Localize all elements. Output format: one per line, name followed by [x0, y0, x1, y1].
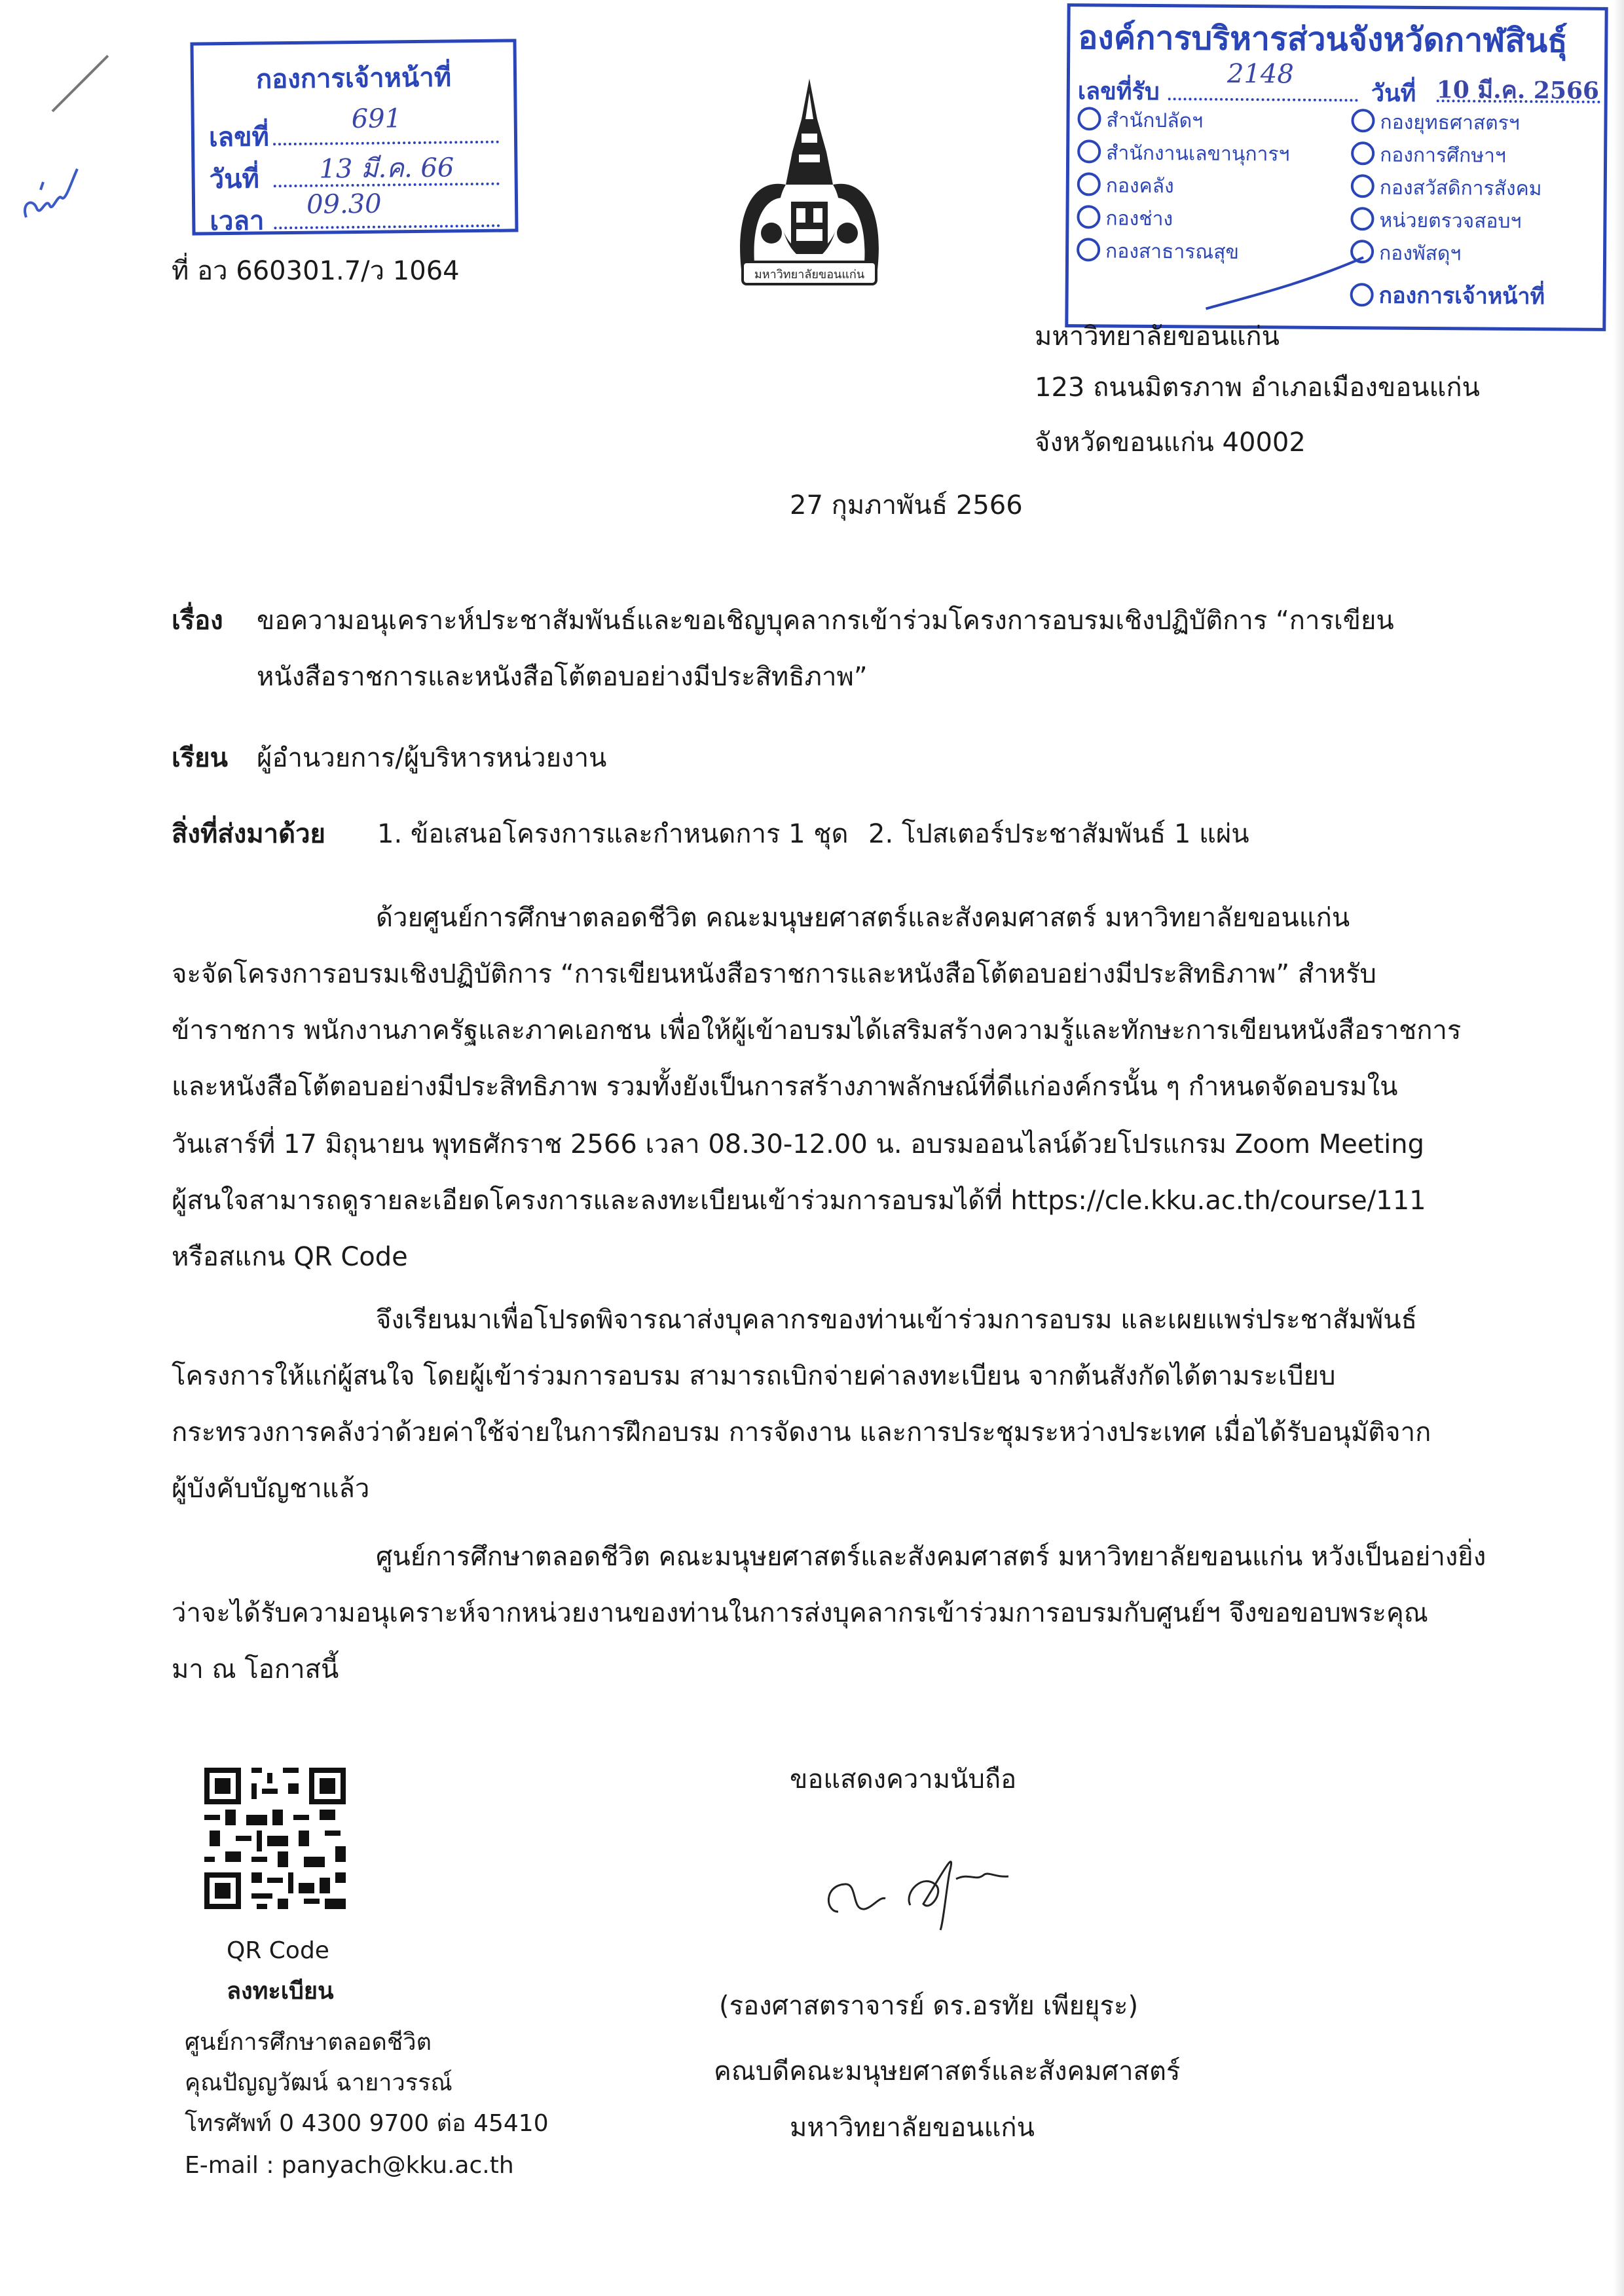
- sender-line-3: 123 ถนนมิตรภาพ อำเภอเมืองขอนแก่น: [1035, 373, 1480, 403]
- university-logo: [728, 73, 891, 296]
- stamp-right-date-label: วันที่: [1371, 80, 1416, 107]
- sender-line-1: คณะมนุษยศาสตร์และสังคมศาสตร์: [1035, 257, 1426, 287]
- stamp-left-date-label: วันที่: [209, 164, 260, 195]
- qr-code-icon: [204, 1768, 346, 1909]
- closing: ขอแสดงความนับถือ: [790, 1764, 1017, 1795]
- salutation-label: เรียน: [172, 743, 228, 773]
- stamp-left-title: กองการเจ้าหน้าที่: [255, 62, 452, 95]
- subject-line-2: หนังสือราชการและหนังสือโต้ตอบอย่างมีประสิทธิภาพ”: [257, 662, 868, 692]
- body-p1-line-2: จะจัดโครงการอบรมเชิงปฏิบัติการ “การเขียนหนังสือราชการและหนังสือโต้ตอบอย่างมีประสิทธิภาพ” สำหรับ: [172, 959, 1376, 989]
- margin-handwriting: [14, 157, 86, 229]
- body-p2-line-2: โครงการให้แก่ผู้สนใจ โดยผู้เข้าร่วมการอบรม สามารถเบิกจ่ายค่าลงทะเบียน จากต้นสังกัดได้ตามระเบียบ: [172, 1361, 1336, 1391]
- stamp-office-5: กองสวัสดิการสังคม: [1351, 172, 1542, 204]
- contact-email[interactable]: E-mail : panyach@kku.ac.th: [185, 2152, 514, 2179]
- receiving-stamp-hr: [190, 39, 518, 235]
- stamp-office-6: กองช่าง: [1077, 203, 1173, 234]
- body-p3-line-1: ศูนย์การศึกษาตลอดชีวิต คณะมนุษยศาสตร์และสังคมศาสตร์ มหาวิทยาลัยขอนแก่น หวังเป็นอย่างยิ่ง: [376, 1542, 1486, 1572]
- enclosure-item-2: 2. โปสเตอร์ประชาสัมพันธ์ 1 แผ่น: [868, 819, 1249, 849]
- contact-unit: ศูนย์การศึกษาตลอดชีวิต: [185, 2029, 432, 2056]
- contact-person: คุณปัญญวัฒน์ ฉายาวรรณ์: [185, 2069, 452, 2096]
- body-p2-line-4: ผู้บังคับบัญชาแล้ว: [172, 1474, 370, 1504]
- sender-line-2: มหาวิทยาลัยขอนแก่น: [1035, 321, 1280, 352]
- body-p2-line-1: จึงเรียนมาเพื่อโปรดพิจารณาส่งบุคลากรของท่านเข้าร่วมการอบรม และเผยแพร่ประชาสัมพันธ์: [376, 1305, 1418, 1335]
- stamp-left-time-label: เวลา: [210, 206, 265, 237]
- subject-line-1: ขอความอนุเคราะห์ประชาสัมพันธ์และขอเชิญบุคลากรเข้าร่วมโครงการอบรมเชิงปฏิบัติการ “การเขียน: [257, 606, 1394, 636]
- enclosure-item-1: 1. ข้อเสนอโครงการและกำหนดการ 1 ชุด: [377, 819, 849, 849]
- stamp-office-4: กองคลัง: [1077, 170, 1174, 202]
- body-p3-line-3: มา ณ โอกาสนี้: [172, 1654, 339, 1685]
- contact-phone: โทรศัพท์ 0 4300 9700 ต่อ 45410: [185, 2110, 549, 2137]
- qr-label-2: ลงทะเบียน: [227, 1978, 334, 2005]
- body-p1-line-4: และหนังสือโต้ตอบอย่างมีประสิทธิภาพ รวมทั้งยังเป็นการสร้างภาพลักษณ์ที่ดีแก่องค์กรนั้น ๆ กำหนดจัดอบรมใน: [172, 1072, 1398, 1102]
- signature-icon: [812, 1833, 1061, 1931]
- stamp-office-8: กองสาธารณสุข: [1077, 236, 1239, 268]
- signatory-name: (รองศาสตราจารย์ ดร.อรทัย เพียยุระ): [719, 1991, 1139, 2021]
- subject-label: เรื่อง: [172, 606, 223, 636]
- stamp-left-date-value: 13 มี.ค. 66: [319, 153, 454, 185]
- stamp-right-recv-value: 2148: [1227, 58, 1294, 90]
- salutation-value: ผู้อำนวยการ/ผู้บริหารหน่วยงาน: [257, 743, 607, 773]
- sender-line-4: จังหวัดขอนแก่น 40002: [1035, 428, 1306, 458]
- body-p2-line-3: กระทรวงการคลังว่าด้วยค่าใช้จ่ายในการฝึกอบรม การจัดงาน และการประชุมระหว่างประเทศ เมื่อได้รับอนุมัติจาก: [172, 1417, 1431, 1448]
- stamp-office-10: กองการเจ้าหน้าที่: [1350, 277, 1545, 314]
- body-p3-line-2: ว่าจะได้รับความอนุเคราะห์จากหน่วยงานของท่านในการส่งบุคลากรเข้าร่วมการอบรมกับศูนย์ฯ จึงขอขอบพระคุณ: [172, 1598, 1428, 1628]
- stamp-left-no-value: 691: [351, 103, 402, 135]
- stamp-left-no-label: เลขที่: [208, 122, 270, 153]
- signatory-title-2: มหาวิทยาลัยขอนแก่น: [790, 2113, 1035, 2143]
- signatory-title-1: คณบดีคณะมนุษยศาสตร์และสังคมศาสตร์: [714, 2056, 1181, 2086]
- stamp-office-0: สำนักปลัดฯ: [1077, 105, 1203, 136]
- letter-date: 27 กุมภาพันธ์ 2566: [790, 490, 1023, 520]
- margin-scribble-icon: [14, 157, 86, 229]
- reference-number: ที่ อว 660301.7/ว 1064: [172, 256, 460, 286]
- stamp-office-1: กองยุทธศาสตรฯ: [1351, 107, 1519, 139]
- enclosures-label: สิ่งที่ส่งมาด้วย: [172, 819, 325, 849]
- receiving-stamp-pao: [1065, 3, 1608, 331]
- registration-qr-code[interactable]: [204, 1768, 346, 1909]
- stamp-right-title: องค์การบริหารส่วนจังหวัดกาฬสินธุ์: [1078, 18, 1568, 60]
- kku-emblem-icon: [728, 73, 891, 296]
- stamp-right-recv-label: เลขที่รับ: [1077, 78, 1160, 106]
- stamp-right-date-value: 10 มี.ค. 2566: [1436, 76, 1600, 105]
- stamp-office-7: หน่วยตรวจสอบฯ: [1350, 205, 1521, 237]
- body-p1-line-6: ผู้สนใจสามารถดูรายละเอียดโครงการและลงทะเบียนเข้าร่วมการอบรมได้ที่ https://cle.kku.ac.th/course/111: [172, 1186, 1426, 1216]
- signature: [812, 1833, 1061, 1931]
- stamp-left-time-value: 09.30: [306, 189, 382, 220]
- body-p1-line-7: หรือสแกน QR Code: [172, 1242, 408, 1272]
- body-p1-line-5: วันเสาร์ที่ 17 มิถุนายน พุทธศักราช 2566 เวลา 08.30-12.00 น. อบรมออนไลน์ด้วยโปรแกรม Zoom Meeting: [172, 1129, 1424, 1159]
- stamp-office-3: กองการศึกษาฯ: [1351, 139, 1506, 172]
- margin-pin-line: [52, 55, 109, 113]
- qr-label-1: QR Code: [227, 1937, 329, 1964]
- stamp-office-2: สำนักงานเลขานุการฯ: [1077, 137, 1290, 170]
- pen-stroke-icon: [1199, 244, 1370, 317]
- stamp-office-9: กองพัสดุฯ: [1350, 238, 1462, 269]
- scan-edge: [1614, 0, 1624, 2296]
- logo-caption: มหาวิทยาลัยขอนแก่น: [754, 268, 865, 282]
- body-p1-line-1: ด้วยศูนย์การศึกษาตลอดชีวิต คณะมนุษยศาสตร์และสังคมศาสตร์ มหาวิทยาลัยขอนแก่น: [376, 903, 1350, 933]
- body-p1-line-3: ข้าราชการ พนักงานภาครัฐและภาคเอกชน เพื่อให้ผู้เข้าอบรมได้เสริมสร้างความรู้และทักษะการเขียนหนังสือราชการ: [172, 1015, 1462, 1046]
